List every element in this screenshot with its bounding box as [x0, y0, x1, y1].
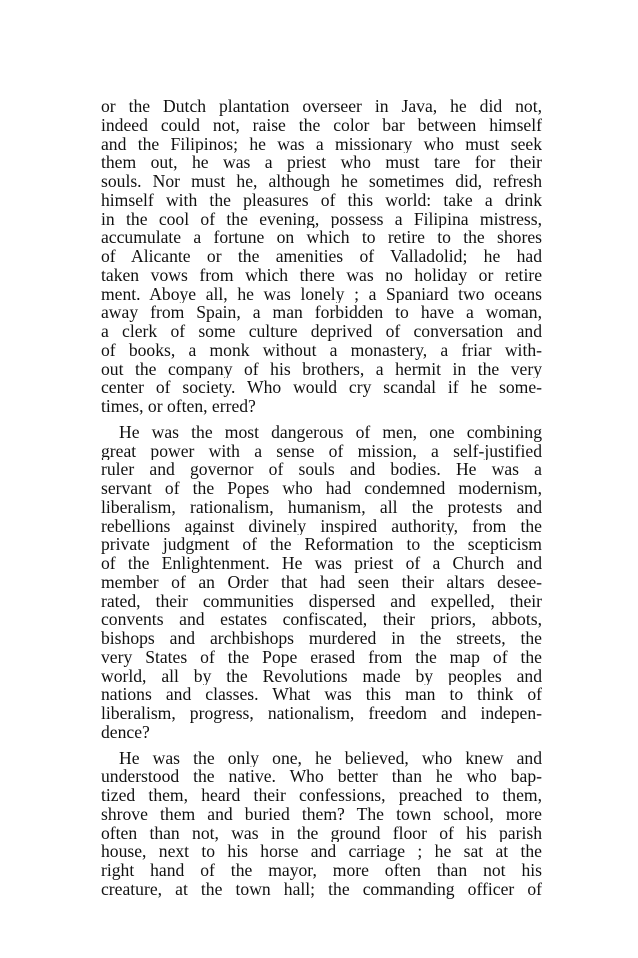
text-line: indeed could not, raise the color bar between himself	[101, 115, 542, 135]
text-line: understood the native. Who better than he who bap-	[101, 767, 542, 786]
paragraph-1	[101, 97, 542, 416]
text-line: often than not, was in the ground floor of his parish	[101, 823, 542, 843]
text-line: bishops and archbishops murdered in the streets, the	[101, 629, 542, 648]
text-line: great power with a sense of mission, a self-justified	[101, 441, 542, 461]
text-line: liberalism, rationalism, humanism, all the protests and	[101, 497, 542, 517]
text-line: dence?	[101, 722, 150, 742]
text-line: tized them, heard their confessions, preached to them,	[101, 786, 542, 805]
text-line: ment. Aboye all, he was lonely ; a Spaniard two oceans	[101, 284, 542, 304]
text-line: servant of the Popes who had condemned modernism,	[101, 479, 542, 498]
text-line: taken vows from which there was no holiday or retire	[101, 265, 542, 285]
text-line: and the Filipinos; he was a missionary who must seek	[101, 134, 542, 154]
text-line: creature, at the town hall; the commanding officer of	[101, 879, 542, 899]
text-line: convents and estates confiscated, their priors, abbots,	[101, 610, 542, 629]
text-line: out the company of his brothers, a hermit in the very	[101, 359, 542, 379]
text-line: shrove them and buried them? The town school, more	[101, 804, 542, 824]
text-line: ruler and governor of souls and bodies. He was a	[101, 460, 542, 479]
text-line: rebellions against divinely inspired authority, from the	[101, 516, 542, 536]
text-line: very States of the Pope erased from the map of the	[101, 647, 542, 667]
text-line: private judgment of the Reformation to the scepticism	[101, 535, 542, 554]
text-line: center of society. Who would cry scandal if he some-	[101, 378, 542, 397]
text-line: member of an Order that had seen their altars desee-	[101, 572, 542, 592]
paragraph-3	[101, 749, 542, 899]
text-line: right hand of the mayor, more often than not his	[101, 861, 542, 880]
text-line: times, or often, erred?	[101, 397, 256, 416]
text-line: of Alicante or the amenities of Valladolid; he had	[101, 247, 542, 266]
text-line: of books, a monk without a monastery, a friar with-	[101, 340, 542, 360]
text-line: a clerk of some culture deprived of conversation and	[101, 322, 542, 341]
text-line: liberalism, progress, nationalism, freedom and indepen-	[101, 704, 542, 723]
text-line: nations and classes. What was this man to think of	[101, 685, 542, 704]
text-line: or the Dutch plantation overseer in Java, he did not,	[101, 97, 542, 116]
text-line: world, all by the Revolutions made by peoples and	[101, 666, 542, 686]
text-line: souls. Nor must he, although he sometimes did, refresh	[101, 172, 542, 191]
text-line: them out, he was a priest who must tare for their	[101, 153, 542, 172]
book-page	[101, 97, 542, 899]
text-line: He was the most dangerous of men, one combining	[119, 422, 542, 442]
text-line: He was the only one, he believed, who knew and	[119, 748, 542, 768]
text-line: rated, their communities dispersed and expelled, their	[101, 591, 542, 611]
text-line: in the cool of the evening, possess a Filipina mistress,	[101, 209, 542, 229]
text-line: house, next to his horse and carriage ; he sat at the	[101, 842, 542, 861]
paragraph-2	[101, 423, 542, 742]
text-line: accumulate a fortune on which to retire to the shores	[101, 228, 542, 247]
text-line: of the Enlightenment. He was priest of a Church and	[101, 554, 542, 573]
text-line: himself with the pleasures of this world: take a drink	[101, 190, 542, 210]
text-line: away from Spain, a man forbidden to have a woman,	[101, 303, 542, 322]
